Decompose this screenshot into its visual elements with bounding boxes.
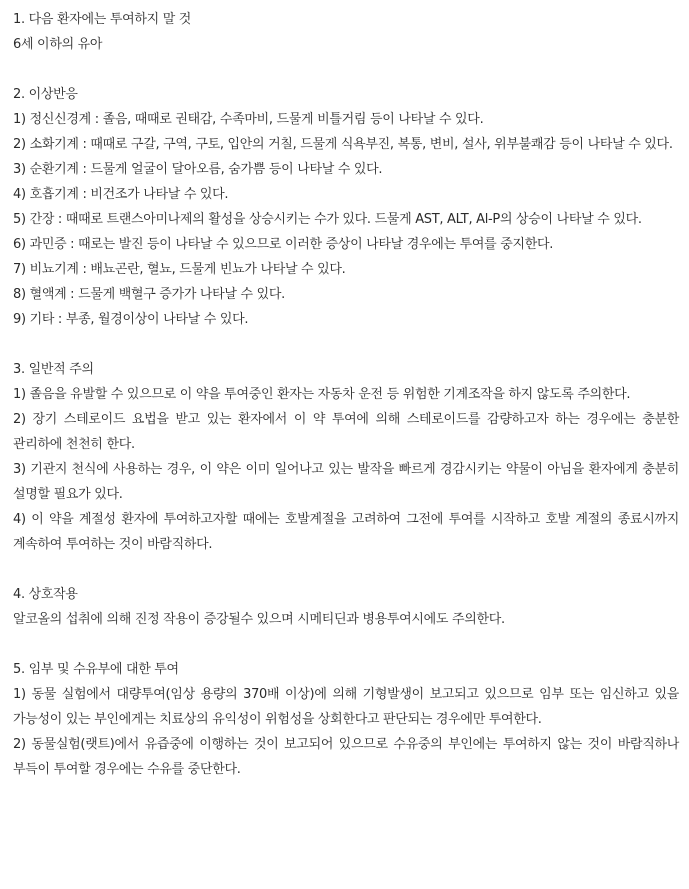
list-item: 7) 비뇨기계 : 배뇨곤란, 혈뇨, 드물게 빈뇨가 나타날 수 있다. bbox=[13, 262, 346, 277]
list-item: 2) 동물실험(랫트)에서 유즙중에 이행하는 것이 보고되어 있으므로 수유중의 부인에는 투여하지 않는 것이 바람직하나 부득이 투여할 경우에는 수유를 중단한다. bbox=[13, 737, 679, 777]
list-item: 1) 졸음을 유발할 수 있으므로 이 약을 투여중인 환자는 자동차 운전 등 위험한 기계조작을 하지 않도록 주의한다. bbox=[13, 387, 631, 402]
list-item: 3) 기관지 천식에 사용하는 경우, 이 약은 이미 일어나고 있는 발작을 빠르게 경감시키는 약물이 아님을 환자에게 충분히 설명할 필요가 있다. bbox=[13, 462, 679, 502]
section-heading: 1. 다음 환자에는 투여하지 말 것 bbox=[13, 12, 192, 27]
section-adverse-reactions bbox=[13, 82, 679, 332]
list-item: 1) 동물 실험에서 대량투여(임상 용량의 370배 이상)에 의해 기형발생이 보고되고 있으므로 임부 또는 임신하고 있을 가능성이 있는 부인에게는 치료상의 유익성이 위험성을 상회한다고 판단되는 경우에만 투여한다. bbox=[13, 687, 679, 727]
list-item: 4) 호흡기계 : 비건조가 나타날 수 있다. bbox=[13, 187, 229, 202]
list-item: 4) 이 약을 계절성 환자에 투여하고자할 때에는 호발계절을 고려하여 그전에 투여를 시작하고 호발 계절의 종료시까지 계속하여 투여하는 것이 바람직하다. bbox=[13, 512, 679, 552]
list-item: 6세 이하의 유아 bbox=[13, 37, 103, 52]
section-heading: 3. 일반적 주의 bbox=[13, 362, 94, 377]
list-item: 2) 소화기계 : 때때로 구갈, 구역, 구토, 입안의 거칠, 드물게 식욕부진, 복통, 변비, 설사, 위부불쾌감 등이 나타날 수 있다. bbox=[13, 137, 673, 152]
list-item: 알코올의 섭취에 의해 진정 작용이 증강될수 있으며 시메티딘과 병용투여시에도 주의한다. bbox=[13, 612, 505, 627]
section-heading: 2. 이상반응 bbox=[13, 87, 78, 102]
section-heading: 5. 임부 및 수유부에 대한 투여 bbox=[13, 662, 179, 677]
list-item: 9) 기타 : 부종, 월경이상이 나타날 수 있다. bbox=[13, 312, 249, 327]
list-item: 3) 순환기계 : 드물게 얼굴이 달아오름, 숨가쁨 등이 나타날 수 있다. bbox=[13, 162, 383, 177]
section-general-precautions bbox=[13, 357, 679, 557]
list-item: 8) 혈액계 : 드물게 백혈구 증가가 나타날 수 있다. bbox=[13, 287, 285, 302]
section-heading: 4. 상호작용 bbox=[13, 587, 78, 602]
list-item: 1) 정신신경계 : 졸음, 때때로 권태감, 수족마비, 드물게 비틀거림 등이 나타날 수 있다. bbox=[13, 112, 484, 127]
section-interactions bbox=[13, 582, 679, 632]
list-item: 5) 간장 : 때때로 트랜스아미나제의 활성을 상승시키는 수가 있다. 드물게 AST, ALT, Al-P의 상승이 나타날 수 있다. bbox=[13, 212, 642, 227]
list-item: 6) 과민증 : 때로는 발진 등이 나타날 수 있으므로 이러한 증상이 나타날 경우에는 투여를 중지한다. bbox=[13, 237, 554, 252]
section-pregnancy-lactation bbox=[13, 657, 679, 782]
list-item: 2) 장기 스테로이드 요법을 받고 있는 환자에서 이 약 투여에 의해 스테로이드를 감량하고자 하는 경우에는 충분한 관리하에 천천히 한다. bbox=[13, 412, 679, 452]
section-contraindications bbox=[13, 7, 679, 57]
